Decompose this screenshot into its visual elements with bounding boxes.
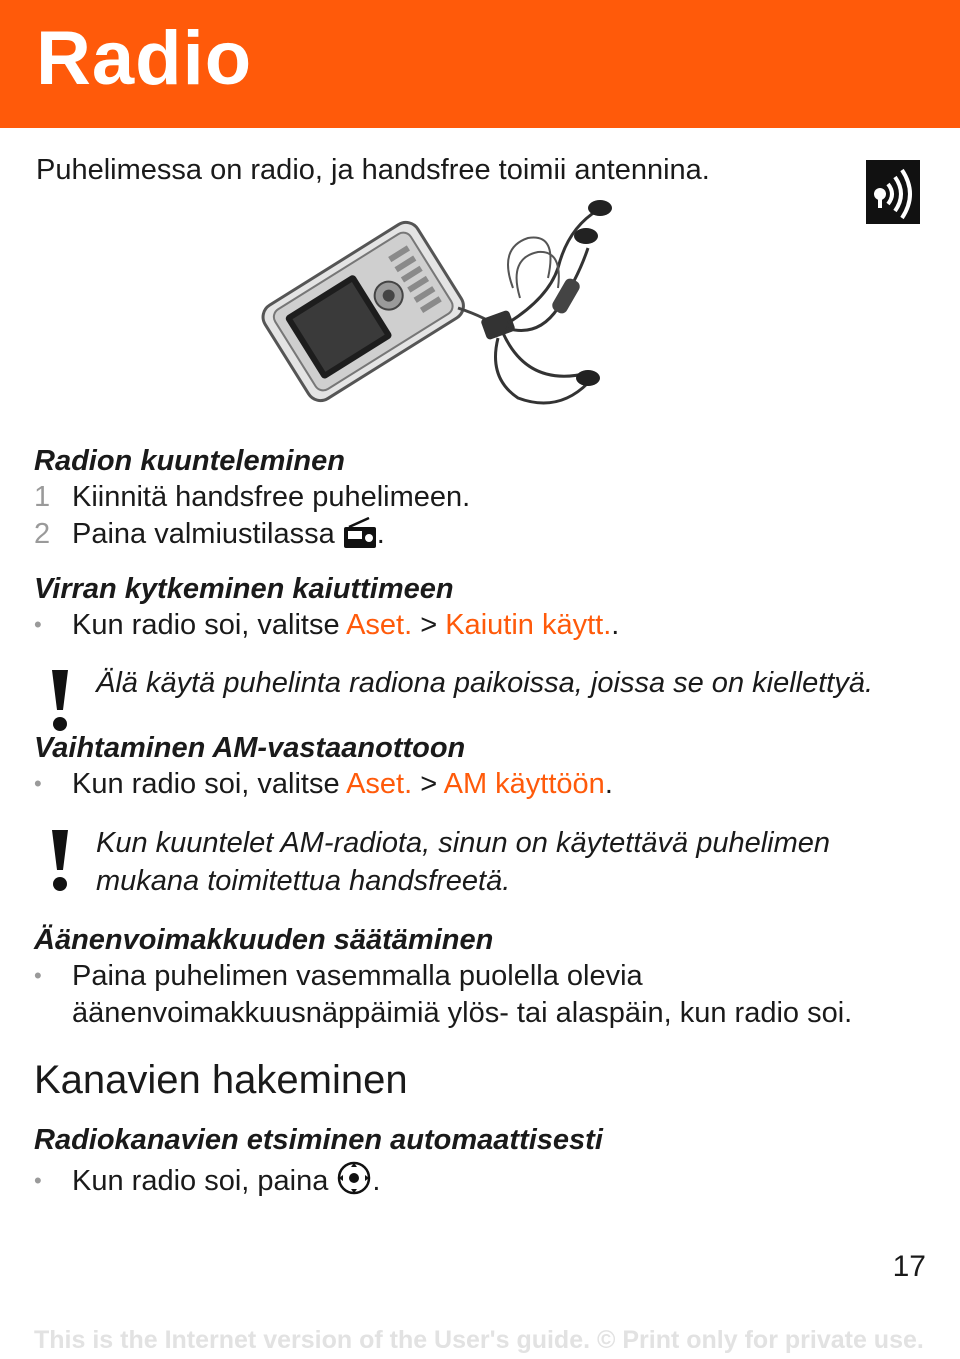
step-text: Kiinnitä handsfree puhelimeen. [72, 481, 471, 513]
warning-note-1 [34, 664, 914, 702]
volume-instruction-cont: äänenvoimakkuusnäppäimiä ylös- tai alaspäin, kun radio soi. [72, 997, 853, 1029]
intro-text: Puhelimessa on radio, ja handsfree toimii antennina. [36, 154, 710, 186]
step-end: . [376, 518, 385, 550]
bullet: • [34, 612, 42, 637]
section-heading-listen: Radion kuunteleminen [34, 445, 345, 477]
am-instruction [34, 766, 613, 802]
section-heading-volume: Äänenvoimakkuuden säätäminen [34, 924, 494, 956]
bullet: • [34, 1168, 42, 1193]
page-number: 17 [892, 1250, 926, 1283]
menu-link-settings: Aset. [346, 768, 413, 800]
instruction-text: Paina puhelimen vasemmalla puolella olevia [72, 960, 643, 992]
navigation-key-icon [336, 1160, 372, 1196]
warning-text-line2: mukana toimitettua handsfreetä. [96, 865, 511, 897]
instruction-text: Kun radio soi, paina [72, 1165, 329, 1197]
bullet: • [34, 771, 42, 796]
instruction-text: Kun radio soi, valitse [72, 609, 340, 641]
page-header [0, 0, 960, 128]
footer-notice: This is the Internet version of the User's guide. © Print only for private use. [34, 1326, 924, 1354]
menu-link-settings: Aset. [346, 609, 413, 641]
section-heading-am: Vaihtaminen AM-vastaanottoon [34, 732, 466, 764]
warning-exclamation-icon [48, 668, 72, 734]
step-text: Paina valmiustilassa [72, 518, 335, 550]
page-title: Radio [36, 16, 253, 101]
menu-separator: > [420, 768, 438, 800]
step-number: 1 [34, 481, 51, 513]
step-number: 2 [34, 518, 51, 550]
instruction-end: . [604, 768, 613, 800]
bullet: • [34, 963, 42, 988]
instruction-end: . [372, 1165, 381, 1197]
instruction-text: Kun radio soi, valitse [72, 768, 340, 800]
radio-icon [343, 517, 377, 549]
warning-note-2 [34, 824, 914, 900]
section-heading-auto-search: Radiokanavien etsiminen automaattisesti [34, 1124, 603, 1156]
step-2 [34, 516, 385, 552]
step-1 [34, 479, 470, 515]
auto-search-instruction [34, 1160, 380, 1199]
menu-link-am: AM käyttöön [443, 768, 605, 800]
section-heading-speaker: Virran kytkeminen kaiuttimeen [34, 573, 454, 605]
menu-separator: > [420, 609, 438, 641]
warning-text-line1: Kun kuuntelet AM-radiota, sinun on käytettävä puhelimen [96, 827, 831, 859]
warning-exclamation-icon [48, 828, 72, 894]
menu-link-speaker: Kaiutin käytt. [445, 609, 612, 641]
volume-instruction [34, 958, 643, 994]
speaker-instruction [34, 607, 619, 643]
instruction-end: . [611, 609, 620, 641]
phone-with-handsfree-illustration [258, 188, 618, 428]
headset-sound-icon [866, 160, 920, 224]
warning-text: Älä käytä puhelinta radiona paikoissa, joissa se on kiellettyä. [96, 667, 874, 699]
section-title-channels: Kanavien hakeminen [34, 1058, 408, 1102]
